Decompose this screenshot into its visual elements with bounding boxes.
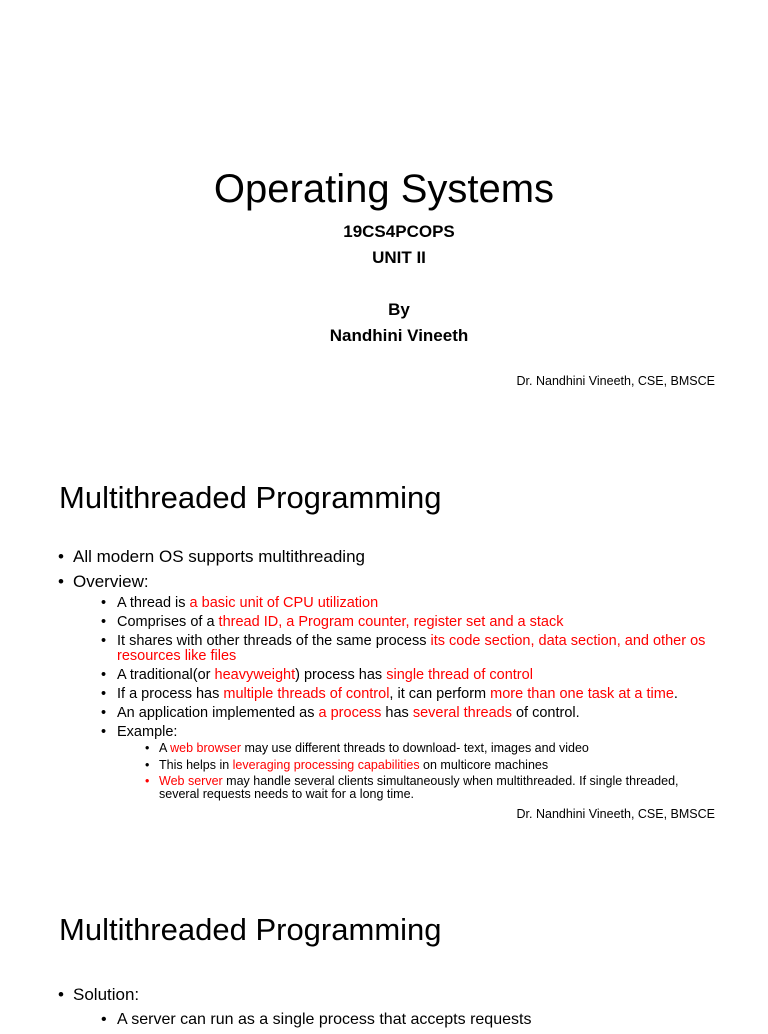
text-segment: A <box>159 741 171 755</box>
text-segment: An application implemented as <box>117 704 319 721</box>
highlighted-text: single thread of control <box>386 666 533 683</box>
text-segment: may handle several clients simultaneously when multithreaded. If single threaded, several requests needs to wait for a long time. <box>159 774 679 801</box>
highlighted-text: thread ID, a Program counter, register set and a stack <box>218 614 564 630</box>
text-segment: Comprises of a <box>117 614 219 630</box>
slide-footer: Dr. Nandhini Vineeth, CSE, BMSCE <box>516 374 715 388</box>
highlighted-text: web browser <box>170 741 241 755</box>
text-segment: ) process has <box>295 666 387 683</box>
text-segment: may use different threads to download- text, images and video <box>241 741 589 755</box>
text-segment: . <box>673 685 678 702</box>
unit-label: UNIT II <box>372 248 426 267</box>
bullet-overview-label: Overview: <box>73 572 149 591</box>
bullet-list <box>58 982 708 1034</box>
text-segment: It shares with other threads of the same process <box>117 633 431 649</box>
list-item: • A server can run as a single process that accepts requests <box>101 1011 708 1029</box>
bullet-solution-label: Solution: <box>73 985 140 1004</box>
highlighted-text: more than one task at a time <box>490 685 674 702</box>
bullet-solution <box>58 982 708 1029</box>
text-segment: has <box>381 704 413 721</box>
solution-sublist <box>101 1011 708 1029</box>
highlighted-text: Web server <box>159 774 223 788</box>
highlighted-text: leveraging processing capabilities <box>232 757 420 772</box>
author-name: Nandhini Vineeth <box>329 326 469 345</box>
highlighted-text: its code section, data section, and other os resources like files <box>117 633 706 664</box>
slide-title: Multithreaded Programming <box>59 480 442 515</box>
highlighted-text: a basic unit of CPU utilization <box>189 595 379 611</box>
text-segment: on multicore machines <box>419 757 549 772</box>
text-segment: This helps in <box>159 757 233 772</box>
bullet-multithreading: • All modern OS supports multithreading <box>58 544 708 569</box>
slide-footer: Dr. Nandhini Vineeth, CSE, BMSCE <box>516 807 715 821</box>
course-code: 19CS4PCOPS <box>343 222 455 241</box>
text-segment: , it can perform <box>389 685 491 702</box>
text-segment: If a process has <box>117 685 224 702</box>
slide-title: Multithreaded Programming <box>59 912 442 947</box>
by-label: By <box>388 300 410 319</box>
highlighted-text: a process <box>318 704 382 721</box>
text-segment: A traditional(or <box>117 666 215 683</box>
highlighted-text: multiple threads of control <box>223 685 390 702</box>
text-segment: A thread is <box>117 595 190 611</box>
highlighted-text: several threads <box>412 704 512 721</box>
text-segment: of control. <box>511 704 580 721</box>
text-segment: Example: <box>117 723 178 740</box>
highlighted-text: heavyweight <box>214 666 296 683</box>
presentation-title: Operating Systems <box>213 167 555 211</box>
